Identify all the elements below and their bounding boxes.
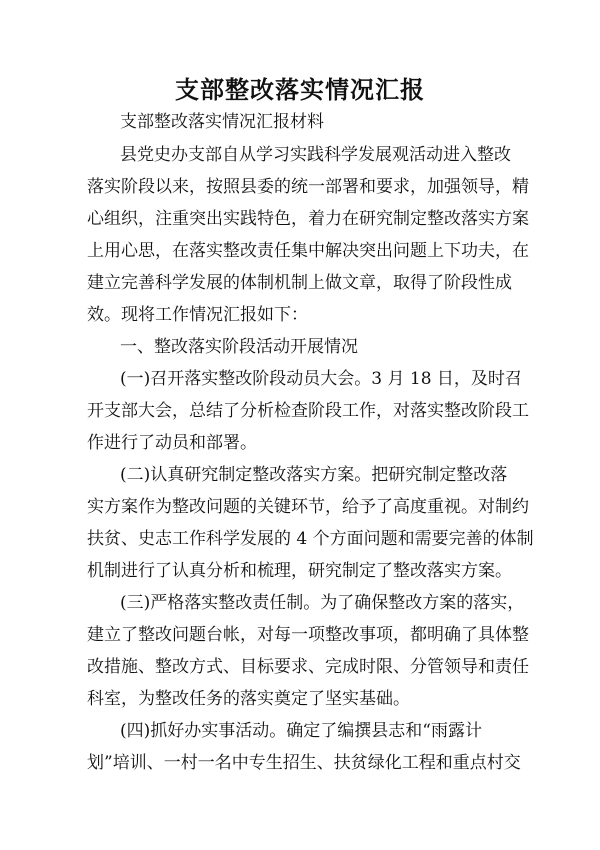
paragraph-line: (三)严格落实整改责任制。为了确保整改方案的落实， [120,593,525,613]
paragraph-line: 心组织，注重突出实践特色，着力在研究制定整改落实方案 [87,209,529,229]
paragraph-line: (二)认真研究制定整改落实方案。把研究制定整改落 [120,465,508,485]
paragraph-line: 县党史办支部自从学习实践科学发展观活动进入整改 [120,145,511,165]
section-heading: 一、整改落实阶段活动开展情况 [120,337,358,357]
paragraph-line: 划”培训、一村一名中专生招生、扶贫绿化工程和重点村交 [87,753,521,773]
paragraph-line: 机制进行了认真分析和梳理，研究制定了整改落实方案。 [87,561,512,581]
paragraph-line: 落实阶段以来，按照县委的统一部署和要求，加强领导，精 [87,177,529,197]
document-subtitle: 支部整改落实情况汇报材料 [120,112,324,132]
paragraph-line: 改措施、整改方式、目标要求、完成时限、分管领导和责任 [87,657,529,677]
paragraph-line: 扶贫、史志工作科学发展的 4 个方面问题和需要完善的体制 [87,529,534,549]
paragraph-line: 实方案作为整改问题的关键环节，给予了高度重视。对制约 [87,497,529,517]
paragraph-line: 建立了整改问题台帐，对每一项整改事项，都明确了具体整 [87,625,529,645]
paragraph-line: 科室，为整改任务的落实奠定了坚实基础。 [87,689,410,709]
paragraph-line: 上用心思，在落实整改责任集中解决突出问题上下功夫，在 [87,241,529,261]
document-title: 支部整改落实情况汇报 [175,75,425,104]
paragraph-line: (四)抓好办实事活动。确定了编撰县志和“雨露计 [120,721,482,741]
paragraph-line: 建立完善科学发展的体制机制上做文章，取得了阶段性成 [87,273,512,293]
paragraph-line: 效。现将工作情况汇报如下： [87,305,308,325]
paragraph-line: 开支部大会，总结了分析检查阶段工作，对落实整改阶段工 [87,401,529,421]
paragraph-line: (一)召开落实整改阶段动员大会。3 月 18 日，及时召 [120,369,522,389]
paragraph-line: 作进行了动员和部署。 [87,433,257,453]
